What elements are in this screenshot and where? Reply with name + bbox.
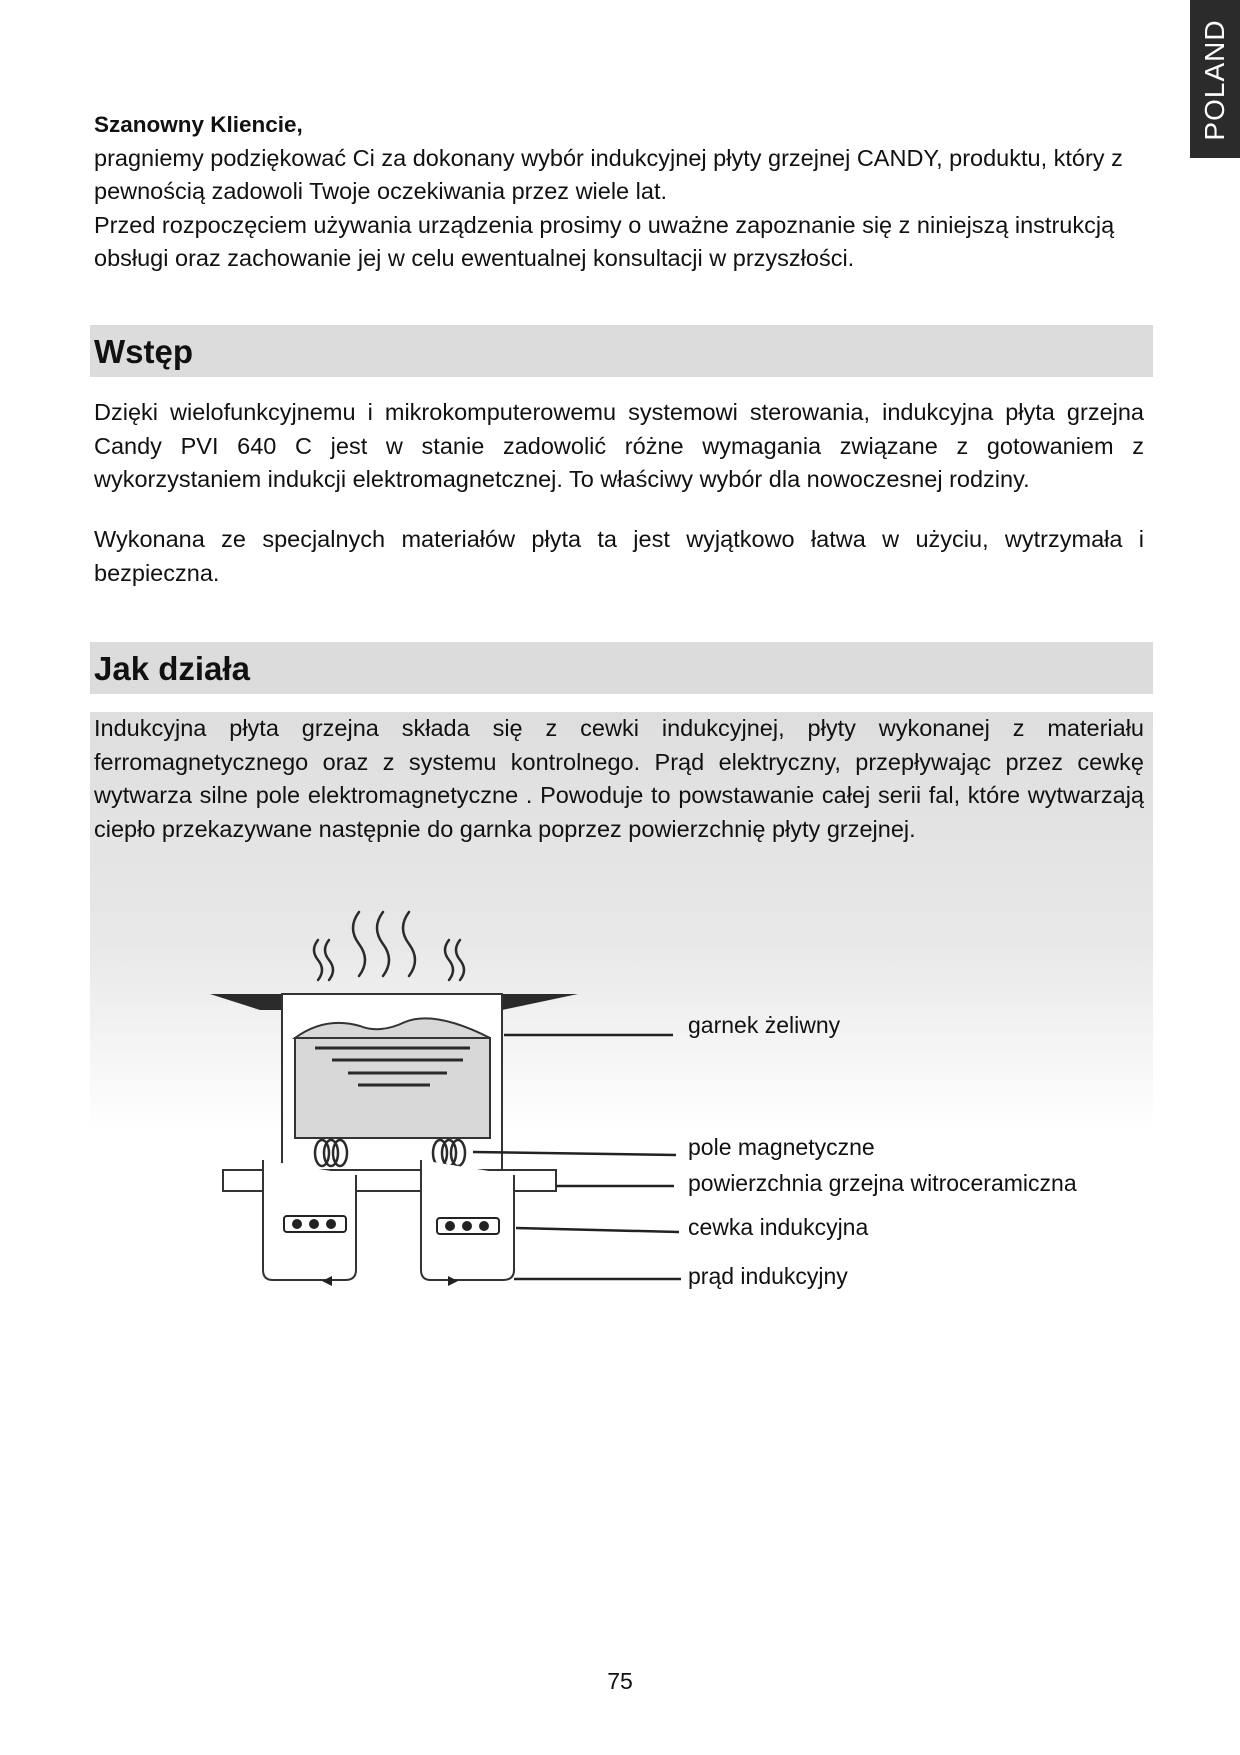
- steam-icon: [314, 912, 464, 980]
- intro-line-1: pragniemy podziękować Ci za dokonany wybór indukcyjnej płyty grzejnej CANDY, produktu, który z pewnością zadowoli Twoje oczekiwania przez wiele lat.: [94, 144, 1123, 204]
- label-pot: garnek żeliwny: [688, 1012, 841, 1038]
- label-induction-coil: cewka indukcyjna: [688, 1214, 869, 1240]
- pot-icon: [210, 994, 578, 1172]
- wstep-paragraph-2: Wykonana ze specjalnych materiałów płyta ta jest wyjątkowo łatwa w użyciu, wytrzymała i bezpieczna.: [94, 526, 1144, 586]
- page-number: 75: [607, 1668, 633, 1694]
- jak-dziala-paragraph: Indukcyjna płyta grzejna składa się z cewki indukcyjnej, płyty wykonanej z materiału ferromagnetycznego oraz z systemu kontrolnego. Prąd elektryczny, przepływając przez cewkę wytwarza silne pole elektromagnetyczne . Powoduje to powstawanie całej serii fal, które wytwarzają ciepło przekazywane następnie do garnka poprzez powierzchnię płyty grzejnej.: [94, 715, 1144, 842]
- label-heating-surface: powierzchnia grzejna witroceramiczna: [688, 1170, 1077, 1196]
- greeting: Szanowny Kliencie,: [94, 112, 303, 137]
- country-tab-label: POLAND: [1199, 19, 1230, 141]
- label-magnetic-field: pole magnetyczne: [688, 1134, 875, 1160]
- label-induced-current: prąd indukcyjny: [688, 1263, 848, 1289]
- intro-line-2: Przed rozpoczęciem używania urządzenia prosimy o uważne zapoznanie się z niniejszą instrukcją obsługi oraz zachowanie jej w celu ewentualnej konsultacji w przyszłości.: [94, 211, 1115, 271]
- section-title-wstep: Wstęp: [94, 333, 193, 370]
- section-title-jak-dziala: Jak działa: [94, 650, 250, 687]
- wstep-paragraph-1: Dzięki wielofunkcyjnemu i mikrokomputerowemu systemowi sterowania, indukcyjna płyta grzejna Candy PVI 640 C jest w stanie zadowolić różne wymagania związane z gotowaniem z wykorzystaniem indukcji elektromagnetcznej. To właściwy wybór dla nowoczesnej rodziny.: [94, 399, 1144, 492]
